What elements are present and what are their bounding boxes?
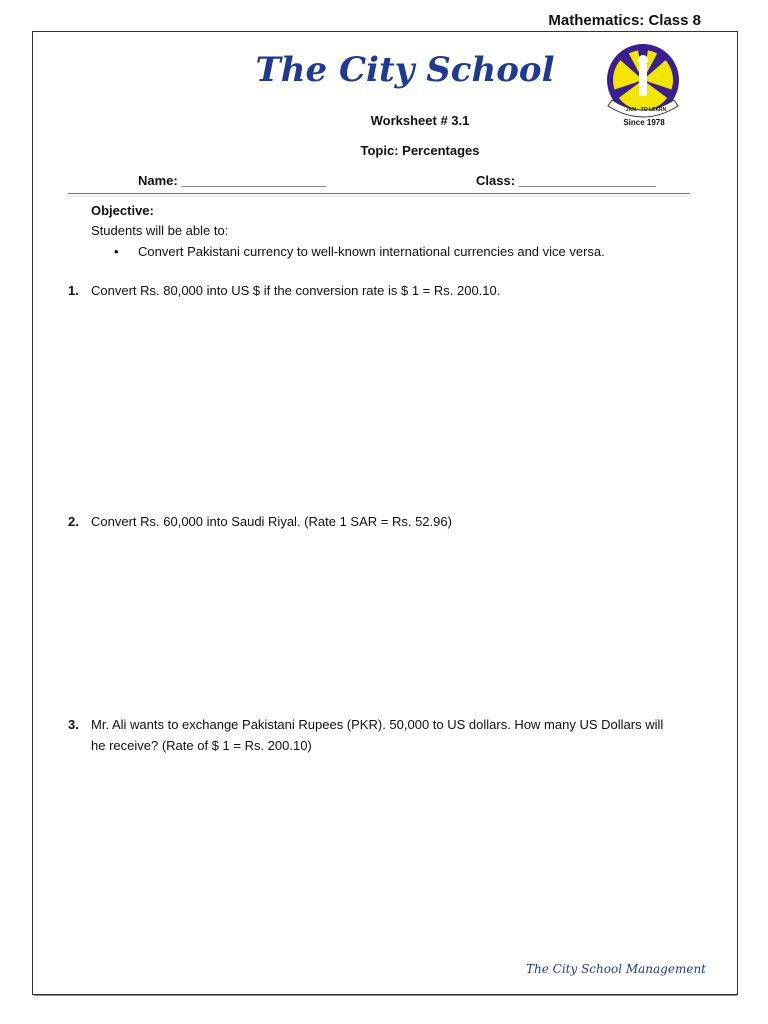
header-divider-shadow — [68, 196, 690, 197]
objective-intro: Students will be able to: — [91, 223, 229, 238]
question-2-text: Convert Rs. 60,000 into Saudi Riyal. (Rate 1 SAR = Rs. 52.96) — [91, 514, 452, 529]
bullet-dot-icon: • — [114, 244, 119, 259]
objective-heading: Objective: — [91, 203, 154, 218]
footer-management: The City School Management — [526, 962, 706, 976]
question-3-text-line-1: Mr. Ali wants to exchange Pakistani Rupees (PKR). 50,000 to US dollars. How many US Dollars will — [91, 717, 664, 732]
name-field[interactable]: Name: ____________________ — [138, 173, 326, 188]
header-divider — [68, 193, 690, 194]
class-field[interactable]: Class: ___________________ — [476, 173, 657, 188]
logo-motto: JAM - TO LEARN — [625, 107, 667, 113]
question-3-number: 3. — [68, 717, 79, 732]
school-logo-icon — [598, 40, 688, 130]
objective-bullet: Convert Pakistani currency to well-known international currencies and vice versa. — [138, 244, 605, 259]
question-1-text: Convert Rs. 80,000 into US $ if the conversion rate is $ 1 = Rs. 200.10. — [91, 283, 501, 298]
question-2-number: 2. — [68, 514, 79, 529]
logo-since: Since 1978 — [623, 118, 665, 127]
question-1-number: 1. — [68, 283, 79, 298]
question-3-text-line-2: he receive? (Rate of $ 1 = Rs. 200.10) — [91, 738, 312, 753]
subject-class-header: Mathematics: Class 8 — [548, 12, 701, 29]
worksheet-title: Worksheet # 3.1 — [370, 113, 470, 128]
frame-shadow-line — [34, 995, 737, 996]
worksheet-topic: Topic: Percentages — [360, 143, 480, 158]
school-title: The City School — [255, 50, 555, 90]
